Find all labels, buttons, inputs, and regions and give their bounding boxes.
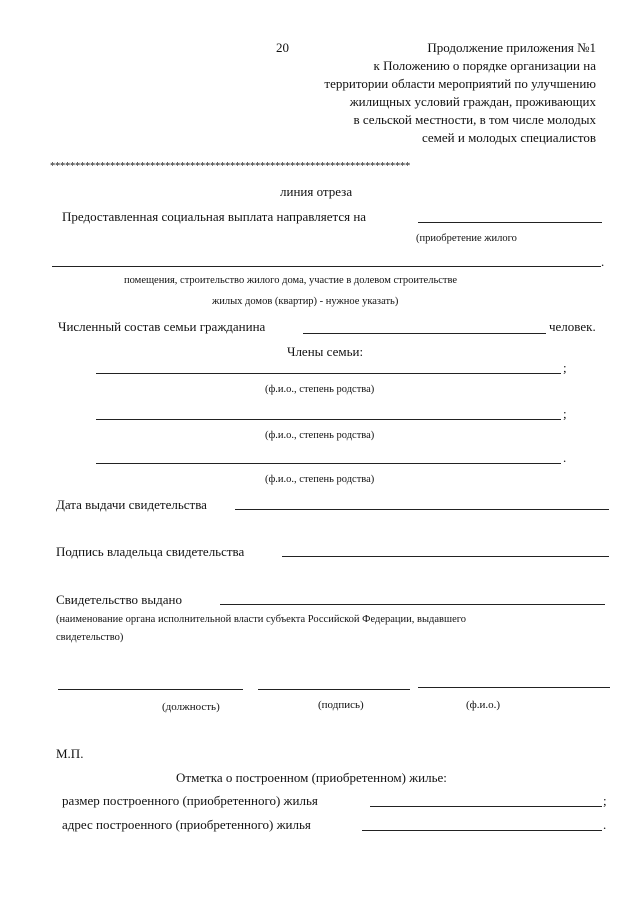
owner-signature-field[interactable] (282, 556, 609, 557)
owner-signature-label: Подпись владельца свидетельства (56, 544, 245, 559)
issue-date-label: Дата выдачи свидетельства (56, 497, 207, 512)
header-line-4: жилищных условий граждан, проживающих (349, 94, 596, 109)
header-line-3: территории области мероприятий по улучшению (324, 76, 596, 91)
payment-hint-1: (приобретение жилого (416, 233, 517, 244)
family-member-1-end: ; (563, 360, 567, 375)
family-size-field[interactable] (303, 333, 546, 334)
housing-address-label: адрес построенного (приобретенного) жилья (62, 817, 311, 832)
payment-label: Предоставленная социальная выплата направляется на (62, 209, 367, 224)
name-hint: (ф.и.о.) (466, 699, 501, 711)
header-line-6: семей и молодых специалистов (421, 130, 596, 145)
payment-purpose-field-cont[interactable] (52, 266, 601, 267)
header-line-1: Продолжение приложения №1 (427, 40, 596, 55)
stamp-label: М.П. (56, 746, 84, 761)
issuer-hint-2: свидетельство) (56, 632, 124, 643)
family-members-title: Члены семьи: (287, 344, 364, 359)
payment-hint-2: помещения, строительство жилого дома, участие в долевом строительстве (124, 275, 458, 286)
issue-date-field[interactable] (235, 509, 609, 510)
family-member-2-field[interactable] (96, 419, 561, 420)
family-member-3-end: . (563, 450, 567, 465)
family-size-label: Численный состав семьи гражданина (58, 319, 266, 334)
payment-purpose-field[interactable] (418, 222, 602, 223)
header-line-2: к Положению о порядке организации на (373, 58, 596, 73)
housing-size-label: размер построенного (приобретенного) жилья (62, 793, 318, 808)
housing-title: Отметка о построенном (приобретенном) жилье: (176, 770, 447, 785)
issuer-hint-1: (наименование органа исполнительной власти субъекта Российской Федерации, выдавшего (56, 614, 467, 625)
payment-period: . (601, 254, 605, 269)
family-member-1-hint: (ф.и.о., степень родства) (265, 384, 375, 395)
housing-address-field[interactable] (362, 830, 602, 831)
page-number: 20 (276, 40, 289, 55)
housing-address-end: . (603, 817, 607, 832)
family-member-2-hint: (ф.и.о., степень родства) (265, 430, 375, 441)
family-member-3-field[interactable] (96, 463, 561, 464)
position-hint: (должность) (162, 701, 220, 713)
family-member-2-end: ; (563, 406, 567, 421)
asterisk-separator: ************************************************************************ (50, 161, 410, 172)
housing-size-field[interactable] (370, 806, 602, 807)
header-line-5: в сельской местности, в том числе молодых (353, 112, 596, 127)
signature-field[interactable] (258, 689, 410, 690)
cut-line-label: линия отреза (280, 184, 353, 199)
name-field[interactable] (418, 687, 610, 688)
payment-hint-3: жилых домов (квартир) - нужное указать) (212, 296, 399, 307)
housing-size-end: ; (603, 793, 607, 808)
position-field[interactable] (58, 689, 243, 690)
issued-by-field[interactable] (220, 604, 605, 605)
signature-hint: (подпись) (318, 699, 364, 711)
issued-by-label: Свидетельство выдано (56, 592, 182, 607)
family-size-suffix: человек. (549, 319, 596, 334)
family-member-1-field[interactable] (96, 373, 561, 374)
family-member-3-hint: (ф.и.о., степень родства) (265, 474, 375, 485)
